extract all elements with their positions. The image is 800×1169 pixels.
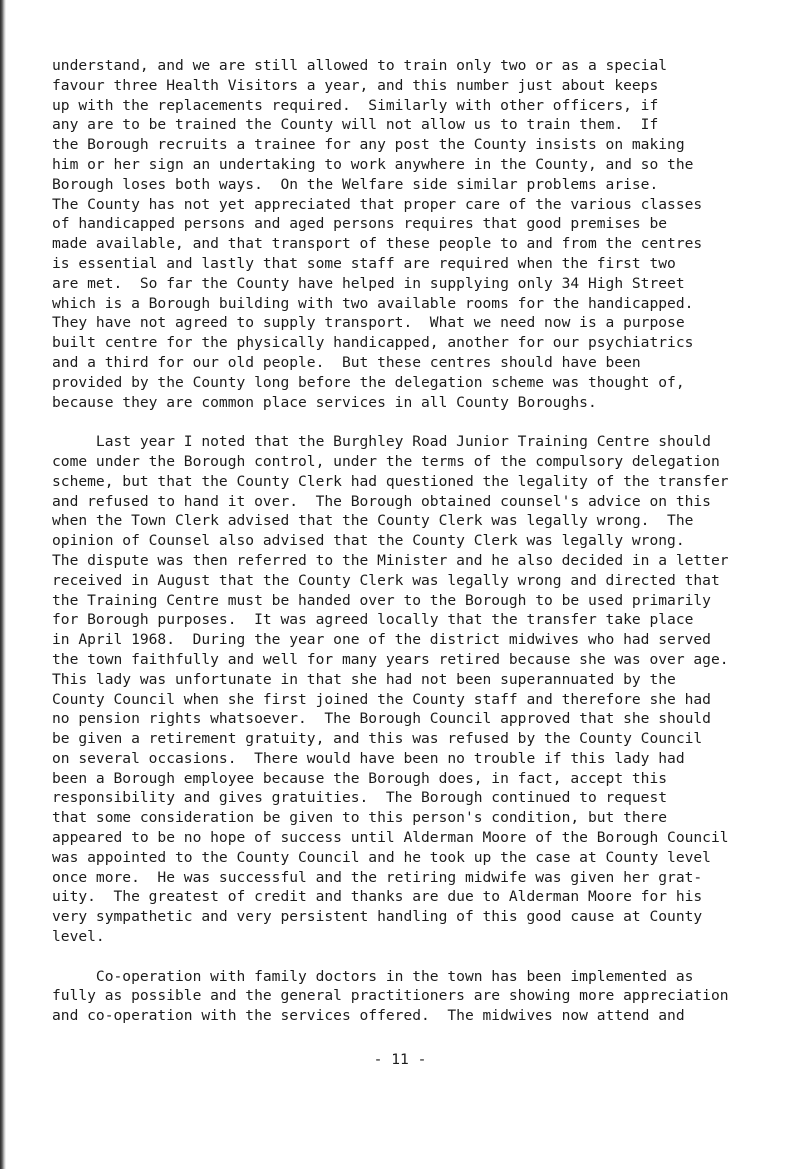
text-line: Co-operation with family doctors in the town has been implemented as — [52, 967, 694, 985]
text-line: be given a retirement gratuity, and this was refused by the County Council — [52, 730, 703, 748]
text-line: the Borough recruits a trainee for any post the County insists on making — [52, 136, 685, 154]
text-line: appeared to be no hope of success until Alderman Moore of the Borough Council — [52, 829, 729, 847]
text-line: is essential and lastly that some staff are required when the first two — [52, 254, 676, 272]
text-line: the town faithfully and well for many years retired because she was over age. — [52, 650, 729, 668]
text-line: Borough loses both ways. On the Welfare side similar problems arise. — [52, 175, 659, 193]
text-line: are met. So far the County have helped in supplying only 34 High Street — [52, 274, 685, 292]
text-line: very sympathetic and very persistent handling of this good cause at County — [52, 908, 703, 926]
text-line: favour three Health Visitors a year, and this number just about keeps — [52, 76, 659, 94]
text-line: which is a Borough building with two available rooms for the handicapped. — [52, 294, 694, 312]
text-line: Last year I noted that the Burghley Road Junior Training Centre should — [52, 433, 711, 451]
text-line: for Borough purposes. It was agreed locally that the transfer take place — [52, 611, 694, 629]
text-line: fully as possible and the general practitioners are showing more appreciation — [52, 987, 729, 1005]
text-line: and a third for our old people. But these centres should have been — [52, 353, 641, 371]
scan-edge-shadow — [0, 0, 6, 1169]
text-line: uity. The greatest of credit and thanks are due to Alderman Moore for his — [52, 888, 703, 906]
text-line: any are to be trained the County will not allow us to train them. If — [52, 116, 659, 134]
paragraph-1 — [52, 56, 782, 412]
text-line: when the Town Clerk advised that the County Clerk was legally wrong. The — [52, 512, 694, 530]
text-line: that some consideration be given to this person's condition, but there — [52, 809, 668, 827]
text-line: understand, and we are still allowed to train only two or as a special — [52, 57, 668, 74]
text-line: The County has not yet appreciated that proper care of the various classes — [52, 195, 703, 213]
text-line: County Council when she first joined the County staff and therefore she had — [52, 690, 711, 708]
text-line: received in August that the County Clerk was legally wrong and directed that — [52, 571, 720, 589]
page-number: - 11 - — [373, 1051, 427, 1068]
text-line: The dispute was then referred to the Minister and he also decided in a letter — [52, 551, 729, 569]
text-line: was appointed to the County Council and he took up the case at County level — [52, 848, 711, 866]
text-line: built centre for the physically handicapped, another for our psychiatrics — [52, 334, 694, 352]
text-line: the Training Centre must be handed over to the Borough to be used primarily — [52, 591, 711, 609]
text-line: provided by the County long before the delegation scheme was thought of, — [52, 373, 685, 391]
text-line: and co-operation with the services offered. The midwives now attend and — [52, 1007, 685, 1025]
text-line: because they are common place services in all County Boroughs. — [52, 393, 597, 411]
text-line: on several occasions. There would have been no trouble if this lady had — [52, 749, 685, 767]
text-line: up with the replacements required. Similarly with other officers, if — [52, 96, 659, 114]
document-body — [52, 56, 782, 1026]
text-line: This lady was unfortunate in that she had not been superannuated by the — [52, 670, 676, 688]
text-line: of handicapped persons and aged persons requires that good premises be — [52, 215, 668, 233]
text-line: made available, and that transport of these people to and from the centres — [52, 235, 703, 253]
text-line: no pension rights whatsoever. The Borough Council approved that she should — [52, 710, 711, 728]
text-line: once more. He was successful and the retiring midwife was given her grat- — [52, 868, 703, 886]
text-line: come under the Borough control, under the terms of the compulsory delegation — [52, 452, 720, 470]
text-line: scheme, but that the County Clerk had questioned the legality of the transfer — [52, 472, 729, 490]
paragraph-3 — [52, 967, 782, 1026]
text-line: They have not agreed to supply transport. What we need now is a purpose — [52, 314, 685, 332]
paragraph-2 — [52, 432, 782, 947]
text-line: him or her sign an undertaking to work anywhere in the County, and so the — [52, 155, 694, 173]
text-line: in April 1968. During the year one of the district midwives who had served — [52, 631, 711, 649]
text-line: been a Borough employee because the Borough does, in fact, accept this — [52, 769, 668, 787]
text-line: opinion of Counsel also advised that the County Clerk was legally wrong. — [52, 532, 685, 550]
text-line: and refused to hand it over. The Borough obtained counsel's advice on this — [52, 492, 711, 510]
text-line: level. — [52, 928, 105, 946]
text-line: responsibility and gives gratuities. The Borough continued to request — [52, 789, 668, 807]
